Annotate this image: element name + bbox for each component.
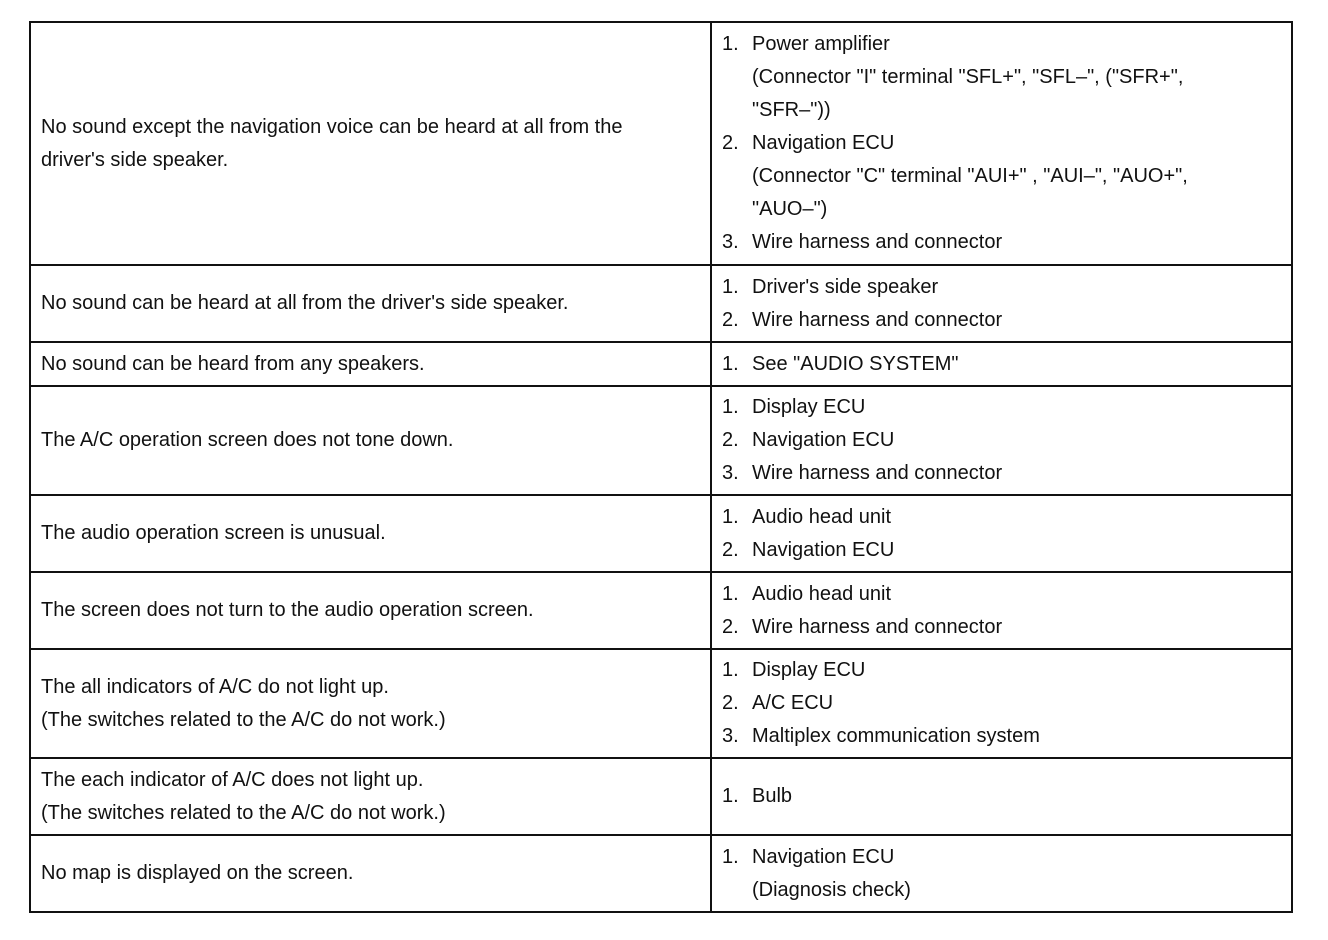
item-number	[722, 874, 752, 907]
item-text: Wire harness and connector	[752, 231, 1003, 253]
item-number: 3.	[722, 462, 739, 484]
suspect-area-item	[722, 611, 1285, 644]
item-text: Navigation ECU	[752, 845, 895, 868]
table-row	[30, 758, 1292, 835]
suspect-area-cell	[711, 649, 1292, 758]
suspect-area-item	[722, 304, 1285, 337]
symptom-line: No sound can be heard at all from the driver's side speaker.	[41, 292, 569, 314]
item-number: 1.	[722, 582, 739, 605]
item-text: Navigation ECU	[752, 538, 895, 561]
suspect-area-item	[722, 28, 1285, 61]
item-number	[722, 160, 752, 193]
suspect-area-item	[722, 501, 1285, 534]
table-row	[30, 22, 1292, 265]
item-text: Audio head unit	[752, 582, 892, 605]
item-text: Wire harness and connector	[752, 308, 1003, 331]
symptom-cell	[30, 572, 711, 649]
symptom-line: No sound can be heard from any speakers.	[41, 352, 425, 375]
item-text: (Connector "C" terminal "AUI+" , "AUI–", "AUO+",	[752, 165, 1188, 187]
symptom-cell	[30, 649, 711, 758]
item-text: A/C ECU	[752, 692, 834, 714]
item-number: 1.	[722, 275, 739, 298]
suspect-area-cell	[711, 386, 1292, 495]
table-row	[30, 649, 1292, 758]
table-row	[30, 386, 1292, 495]
suspect-area-cell	[711, 572, 1292, 649]
symptom-line: No sound except the navigation voice can be heard at all from the	[41, 115, 623, 138]
symptom-line: The A/C operation screen does not tone down.	[41, 429, 454, 451]
suspect-area-item	[722, 127, 1285, 160]
suspect-area-item	[722, 687, 1285, 720]
suspect-area-item	[722, 424, 1285, 457]
item-text: Power amplifier	[752, 33, 890, 55]
suspect-area-item	[722, 226, 1285, 259]
symptom-cell	[30, 835, 711, 912]
suspect-area-item	[722, 94, 1285, 127]
item-text: Display ECU	[752, 396, 866, 418]
table-row	[30, 572, 1292, 649]
suspect-area-cell	[711, 265, 1292, 342]
item-number: 2.	[722, 429, 739, 451]
item-text: Driver's side speaker	[752, 275, 939, 298]
item-number	[722, 193, 752, 226]
suspect-area-cell	[711, 495, 1292, 572]
item-number: 1.	[722, 505, 739, 528]
item-text: "AUO–")	[752, 198, 828, 220]
suspect-area-item	[722, 534, 1285, 567]
suspect-area-item	[722, 780, 1285, 813]
item-number: 1.	[722, 33, 739, 55]
item-text: Bulb	[752, 785, 793, 807]
item-number: 1.	[722, 785, 739, 807]
item-text: Navigation ECU	[752, 429, 895, 451]
item-number: 2.	[722, 308, 739, 331]
item-number: 2.	[722, 615, 739, 638]
suspect-area-cell	[711, 758, 1292, 835]
item-text: Wire harness and connector	[752, 615, 1003, 638]
table-row	[30, 835, 1292, 912]
symptom-line: The audio operation screen is unusual.	[41, 522, 386, 544]
suspect-area-item	[722, 841, 1285, 874]
suspect-area-item	[722, 61, 1285, 94]
item-text: Display ECU	[752, 659, 866, 681]
suspect-area-item	[722, 578, 1285, 611]
symptom-cell	[30, 386, 711, 495]
item-text: (Connector "I" terminal "SFL+", "SFL–", ("SFR+",	[752, 66, 1184, 88]
symptom-cell	[30, 342, 711, 386]
item-text: (Diagnosis check)	[752, 878, 911, 901]
item-text: See "AUDIO SYSTEM"	[752, 352, 959, 375]
symptom-line: driver's side speaker.	[41, 148, 229, 171]
item-number: 1.	[722, 396, 739, 418]
suspect-area-cell	[711, 835, 1292, 912]
table-body	[30, 22, 1292, 912]
item-number: 2.	[722, 538, 739, 561]
item-number: 2.	[722, 692, 739, 714]
table-row	[30, 342, 1292, 386]
item-number	[722, 61, 752, 94]
table-row	[30, 495, 1292, 572]
item-number: 1.	[722, 659, 739, 681]
item-number: 3.	[722, 231, 739, 253]
item-text: Maltiplex communication system	[752, 725, 1040, 747]
suspect-area-item	[722, 720, 1285, 753]
suspect-area-item	[722, 391, 1285, 424]
symptom-line: No map is displayed on the screen.	[41, 862, 354, 884]
table-row	[30, 265, 1292, 342]
symptom-line: (The switches related to the A/C do not work.)	[41, 708, 446, 731]
item-number	[722, 94, 752, 127]
suspect-area-item	[722, 654, 1285, 687]
item-number: 1.	[722, 845, 739, 868]
symptom-line: The screen does not turn to the audio operation screen.	[41, 599, 534, 621]
symptom-cell	[30, 22, 711, 265]
suspect-area-item	[722, 348, 1285, 381]
symptom-line: The all indicators of A/C do not light up.	[41, 675, 389, 698]
item-text: Navigation ECU	[752, 132, 895, 154]
suspect-area-item	[722, 874, 1285, 907]
symptom-cell	[30, 758, 711, 835]
symptom-cell	[30, 265, 711, 342]
item-number: 3.	[722, 725, 739, 747]
item-number: 2.	[722, 132, 739, 154]
troubleshooting-table	[29, 21, 1293, 913]
symptom-cell	[30, 495, 711, 572]
item-text: Wire harness and connector	[752, 462, 1003, 484]
suspect-area-cell	[711, 22, 1292, 265]
suspect-area-item	[722, 271, 1285, 304]
suspect-area-item	[722, 160, 1285, 193]
symptom-line: The each indicator of A/C does not light up.	[41, 768, 424, 791]
suspect-area-item	[722, 457, 1285, 490]
item-text: "SFR–"))	[752, 99, 831, 121]
symptom-line: (The switches related to the A/C do not work.)	[41, 801, 446, 824]
suspect-area-item	[722, 193, 1285, 226]
suspect-area-cell	[711, 342, 1292, 386]
item-text: Audio head unit	[752, 505, 892, 528]
item-number: 1.	[722, 352, 739, 375]
